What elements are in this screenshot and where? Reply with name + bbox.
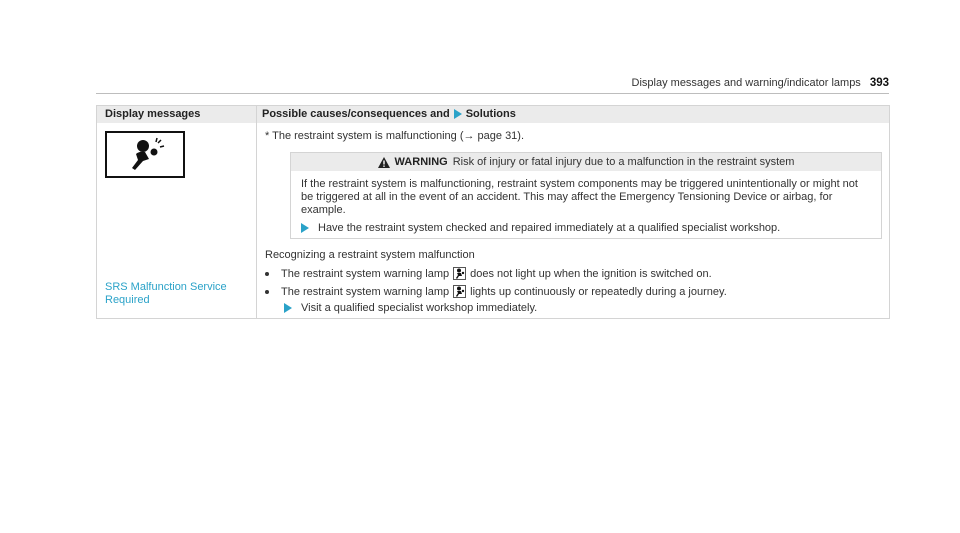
warning-label: WARNING <box>394 156 448 168</box>
message-line-1: SRS Malfunction Service <box>105 281 227 293</box>
play-arrow-icon <box>454 109 462 119</box>
bullet2-post: lights up continuously or repeatedly during a journey. <box>470 285 727 298</box>
message-line-2: Required <box>105 294 150 306</box>
col-display-messages: Display messages <box>105 108 201 120</box>
restraint-lamp-icon <box>453 285 466 298</box>
table-header <box>97 106 889 123</box>
warning-header <box>291 153 881 171</box>
restraint-lamp-icon <box>453 267 466 280</box>
list-item <box>265 285 727 298</box>
section-title: Display messages and warning/indicator lamps <box>631 77 861 89</box>
airbag-display-icon <box>105 131 185 178</box>
warning-text: If the restraint system is malfunctioning, restraint system components may be triggered unintentionally or might not be triggered at all in the event of an accident. This may affect the Emergency Tensioning Device or airbag, for example. <box>301 178 858 216</box>
recognizing-heading: Recognizing a restraint system malfunction <box>265 249 475 261</box>
warning-triangle-icon <box>378 157 390 168</box>
cause-text: * The restraint system is malfunctioning (→ page 31). <box>265 130 525 142</box>
bullet-dot <box>265 290 269 294</box>
message-table <box>96 105 890 319</box>
solution-step <box>284 302 537 314</box>
airbag-icon <box>127 137 167 173</box>
col2-header-text: Possible causes/consequences and <box>262 108 450 120</box>
warning-box <box>290 152 882 239</box>
bullet2-pre: The restraint system warning lamp <box>281 285 450 298</box>
display-message-link[interactable] <box>105 281 250 307</box>
play-arrow-icon <box>284 303 292 313</box>
warning-risk: Risk of injury or fatal injury due to a malfunction in the restraint system <box>452 156 795 168</box>
bullet1-pre: The restraint system warning lamp <box>281 267 450 280</box>
warning-action <box>301 222 780 234</box>
page-number: 393 <box>869 77 889 89</box>
column-divider <box>256 106 257 318</box>
bullet-dot <box>265 272 269 276</box>
bullet1-post: does not light up when the ignition is switched on. <box>470 267 712 280</box>
page-header <box>96 70 889 94</box>
list-item <box>265 267 712 280</box>
warning-action-text: Have the restraint system checked and repaired immediately at a qualified specialist workshop. <box>318 222 781 234</box>
col-causes-solutions <box>262 108 516 120</box>
col2-header-suffix: Solutions <box>465 108 516 120</box>
solution-text: Visit a qualified specialist workshop immediately. <box>301 302 538 314</box>
play-arrow-icon <box>301 223 309 233</box>
